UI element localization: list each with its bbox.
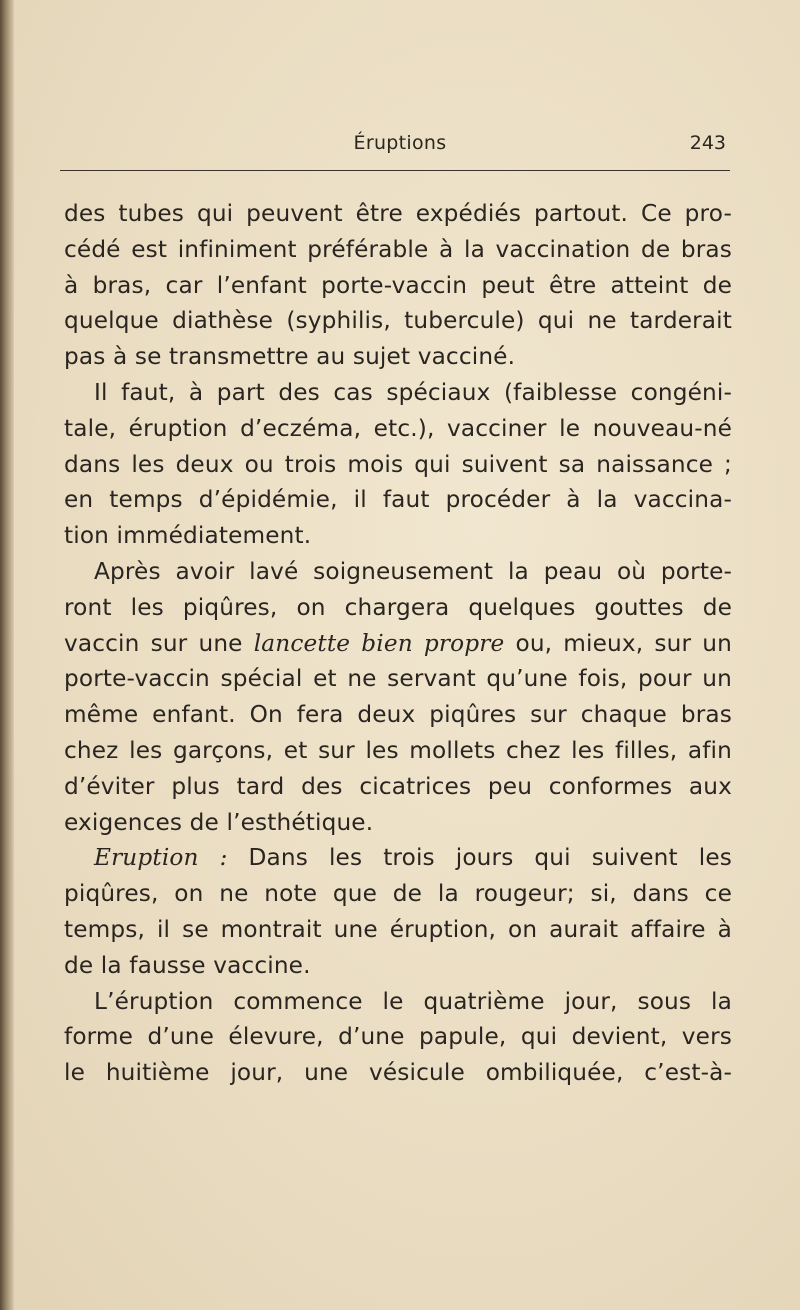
text-line bbox=[64, 303, 732, 339]
text-line bbox=[64, 876, 732, 912]
text-line bbox=[64, 447, 732, 483]
text-line bbox=[64, 697, 732, 733]
book-spine-shadow bbox=[0, 0, 14, 1310]
text-line bbox=[64, 769, 732, 805]
text-segment: porte-vaccin spécial et ne servant qu’une fois, pour un bbox=[64, 665, 732, 693]
text-line bbox=[64, 196, 732, 232]
italic-text: Eruption : bbox=[94, 844, 228, 872]
text-segment: de la fausse vaccine. bbox=[64, 951, 311, 979]
text-segment: tion immédiatement. bbox=[64, 522, 312, 550]
text-segment: piqûres, on ne note que de la rougeur; si, dans ce bbox=[64, 880, 732, 908]
text-line bbox=[64, 733, 732, 769]
running-title: Éruptions bbox=[353, 132, 447, 154]
text-line bbox=[64, 232, 732, 268]
text-segment: Il faut, à part des cas spéciaux (faiblesse congéni- bbox=[94, 378, 732, 406]
text-line bbox=[64, 1019, 732, 1055]
text-line bbox=[64, 661, 732, 697]
text-line bbox=[64, 339, 732, 375]
text-line bbox=[64, 411, 732, 447]
text-line bbox=[64, 1055, 732, 1091]
text-segment: ront les piqûres, on chargera quelques gouttes de bbox=[64, 593, 732, 621]
text-segment: quelque diathèse (syphilis, tubercule) qui ne tarderait bbox=[64, 307, 732, 335]
text-line bbox=[64, 984, 732, 1020]
text-segment: des tubes qui peuvent être expédiés partout. Ce pro- bbox=[64, 200, 732, 227]
text-line bbox=[64, 805, 732, 841]
text-line bbox=[64, 590, 732, 626]
page-number: 243 bbox=[689, 132, 726, 154]
text-segment: d’éviter plus tard des cicatrices peu conformes aux bbox=[64, 772, 732, 800]
text-segment: temps, il se montrait une éruption, on aurait affaire à bbox=[64, 915, 732, 943]
text-line bbox=[64, 554, 732, 590]
text-segment: exigences de l’esthétique. bbox=[64, 808, 374, 836]
page-header bbox=[70, 128, 730, 158]
text-segment: ou, mieux, sur un bbox=[504, 629, 732, 657]
body-text bbox=[64, 196, 732, 1091]
text-line bbox=[64, 482, 732, 518]
text-segment: tale, éruption d’eczéma, etc.), vacciner le nouveau-né bbox=[64, 414, 732, 442]
header-rule bbox=[60, 170, 730, 171]
text-segment: cédé est infiniment préférable à la vaccination de bras bbox=[64, 235, 732, 263]
text-segment: vaccin sur une bbox=[64, 629, 254, 657]
text-line bbox=[64, 840, 732, 876]
text-segment: dans les deux ou trois mois qui suivent sa naissance ; bbox=[64, 450, 732, 478]
text-line bbox=[64, 948, 732, 984]
italic-text: lancette bien propre bbox=[253, 629, 505, 657]
text-segment: à bras, car l’enfant porte-vaccin peut être atteint de bbox=[64, 271, 732, 299]
text-segment: même enfant. On fera deux piqûres sur chaque bras bbox=[64, 701, 732, 729]
text-line bbox=[64, 518, 732, 554]
text-segment: Après avoir lavé soigneusement la peau où porte- bbox=[94, 557, 732, 585]
text-line bbox=[64, 375, 732, 411]
text-segment: chez les garçons, et sur les mollets chez les filles, afin bbox=[64, 736, 732, 764]
text-line bbox=[64, 912, 732, 948]
text-segment: le huitième jour, une vésicule ombiliquée, c’est-à- bbox=[64, 1059, 732, 1087]
text-line bbox=[64, 626, 732, 662]
text-segment: pas à se transmettre au sujet vacciné. bbox=[64, 343, 516, 371]
text-segment: forme d’une élevure, d’une papule, qui devient, vers bbox=[64, 1023, 732, 1051]
text-segment: Dans les trois jours qui suivent les bbox=[227, 844, 732, 872]
text-segment: L’éruption commence le quatrième jour, sous la bbox=[94, 987, 732, 1015]
text-line bbox=[64, 268, 732, 304]
text-segment: en temps d’épidémie, il faut procéder à la vaccina- bbox=[64, 486, 732, 514]
